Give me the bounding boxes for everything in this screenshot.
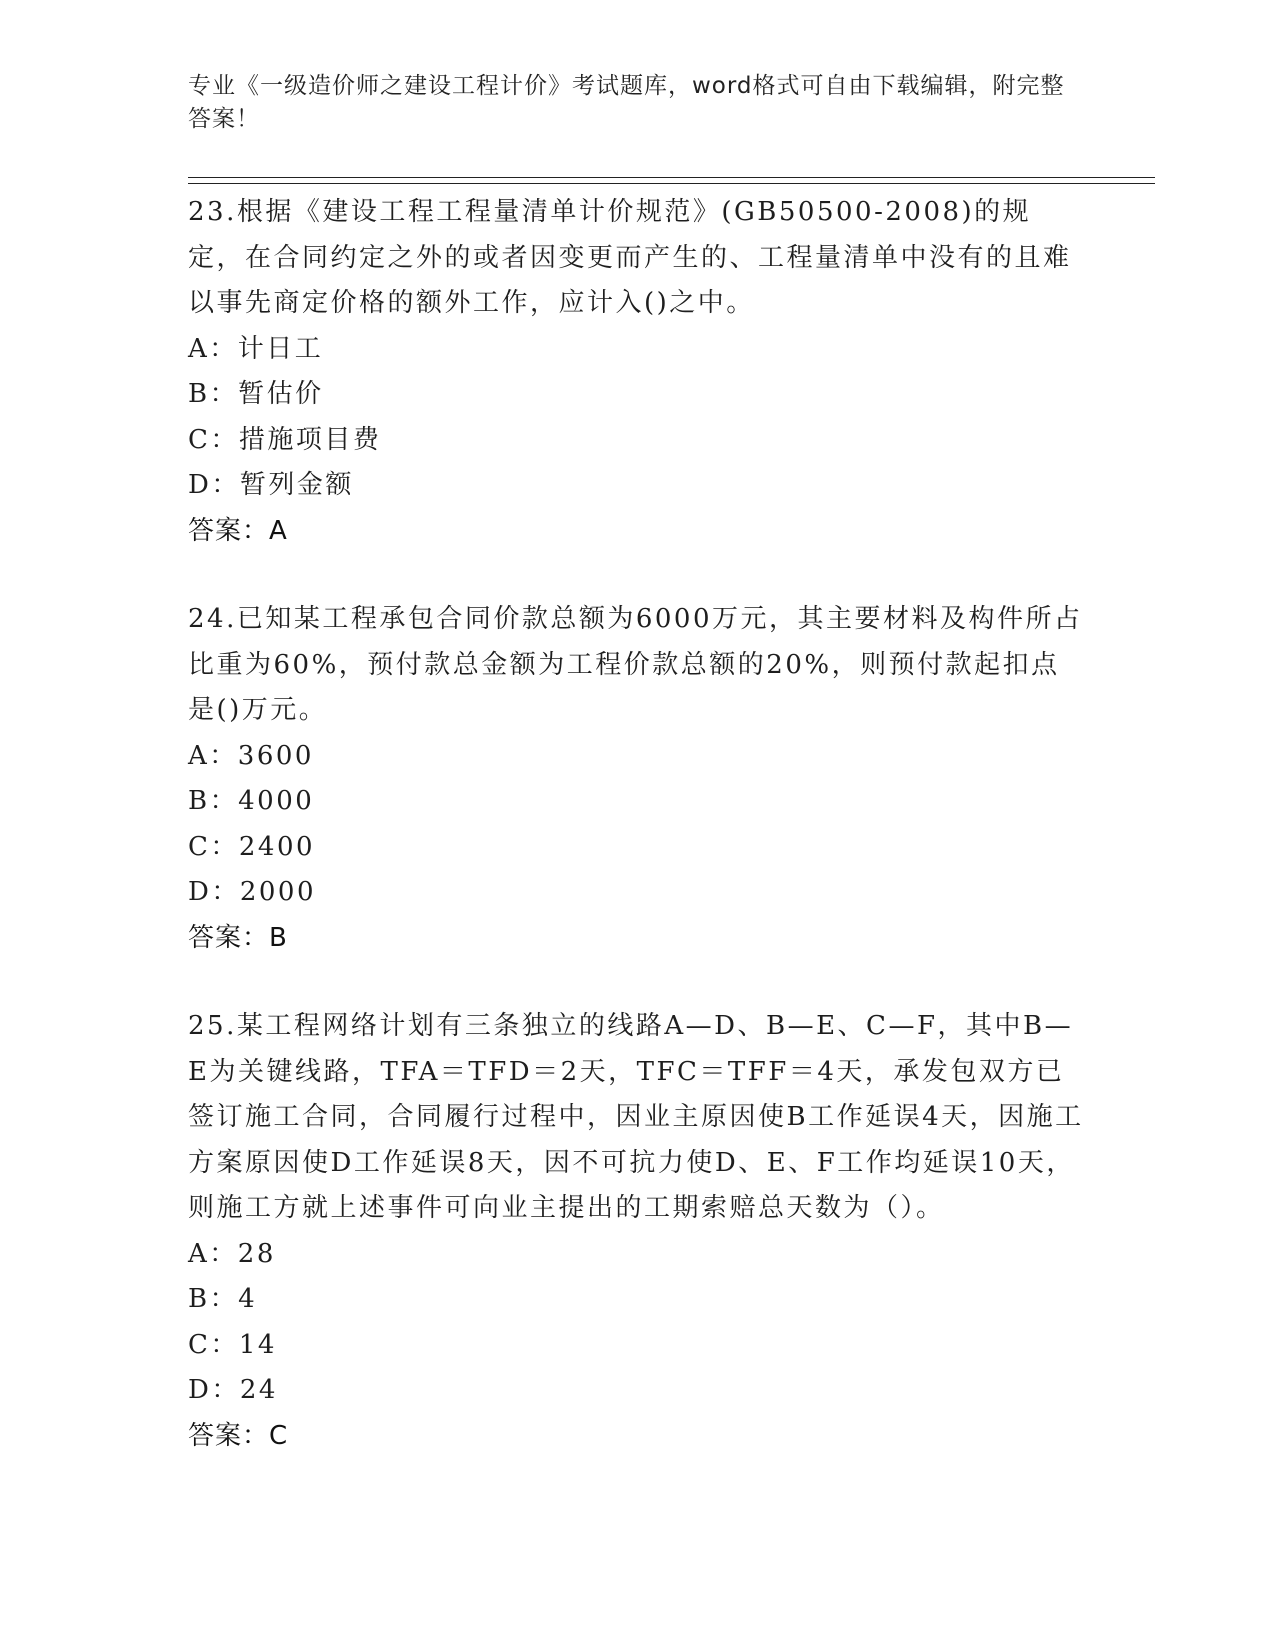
header-note: 专业《一级造价师之建设工程计价》考试题库，word格式可自由下载编辑，附完整答案！ (188, 73, 1065, 132)
header-divider-bottom (188, 183, 1155, 184)
option-b: B：4 (188, 1284, 258, 1314)
question-list (188, 190, 1088, 1459)
option-d: D：2000 (188, 877, 317, 907)
answer-line: 答案：A (188, 515, 288, 546)
option-b: B：4000 (188, 786, 315, 816)
question-stem: 25.某工程网络计划有三条独立的线路A—D、B—E、C—F，其中B—E为关键线路，TFA＝TFD＝2天，TFC＝TFF＝4天，承发包双方已签订施工合同，合同履行过程中，因业主原因使B工作延误4天，因施工方案原因使D工作延误8天，因不可抗力使D、E、F工作均延误10天，则施工方就上述事件可向业主提出的工期索赔总天数为（）。 (188, 1011, 1084, 1223)
option-d: D：24 (188, 1375, 278, 1405)
option-c: C：措施项目费 (188, 424, 382, 455)
option-c: C：14 (188, 1329, 277, 1360)
question-stem: 24.已知某工程承包合同价款总额为6000万元，其主要材料及构件所占比重为60%，预付款总金额为工程价款总额的20%，则预付款起扣点是()万元。 (188, 604, 1083, 725)
question-spacer (188, 554, 1088, 597)
option-c: C：2400 (188, 831, 316, 862)
answer-line: 答案：C (188, 1420, 289, 1451)
question-item (188, 597, 1088, 961)
option-a: A：计日工 (188, 333, 324, 364)
option-a: A：3600 (188, 740, 314, 771)
header-divider-top (188, 177, 1155, 178)
option-a: A：28 (188, 1238, 276, 1269)
answer-line: 答案：B (188, 922, 288, 953)
question-item (188, 190, 1088, 554)
option-d: D：暂列金额 (188, 470, 354, 500)
option-b: B：暂估价 (188, 379, 324, 409)
question-spacer (188, 961, 1088, 1004)
question-item (188, 1004, 1088, 1459)
question-stem: 23.根据《建设工程工程量清单计价规范》(GB50500-2008)的规定，在合同约定之外的或者因变更而产生的、工程量清单中没有的且难以事先商定价格的额外工作，应计入()之中。 (188, 197, 1072, 318)
